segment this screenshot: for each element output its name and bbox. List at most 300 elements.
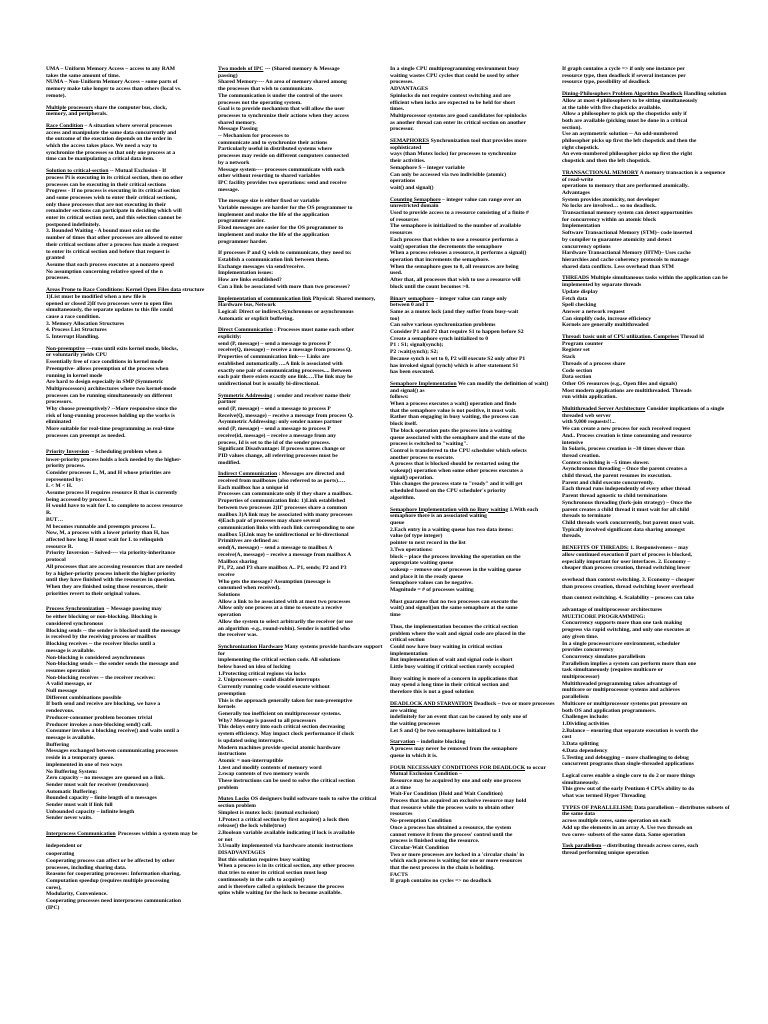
note-block	[46, 827, 214, 911]
note-line: Physical: Shared memory, Hardware bus, Network	[218, 295, 376, 309]
note-line: intensive	[562, 439, 584, 446]
note-line: that resource while the process waits to obtain other	[390, 804, 514, 811]
note-block	[562, 334, 730, 401]
note-line: Allow only one process at a time to execute a receive	[218, 605, 343, 612]
note-line: wait() and signal()on the same semaphore at the same	[390, 605, 518, 612]
note-line: processor.	[390, 126, 414, 133]
note-line: process, Id is set to the id of the sender process.	[218, 439, 331, 446]
section-heading: Mutex Locks	[218, 796, 250, 803]
note-line: OS designers build software tools to solve the critical	[250, 796, 377, 803]
note-line: Consider P1 and P2 that require S1 to happen before S2	[390, 329, 524, 336]
note-line: Program counter	[562, 340, 604, 347]
column-4	[562, 66, 730, 1012]
note-block	[218, 250, 386, 290]
note-line: resource type, then deadlock if several instances per	[562, 72, 686, 79]
note-line: Threads of a process share	[562, 360, 626, 367]
note-line: concurrency options	[562, 243, 611, 250]
note-line: follows:	[390, 394, 409, 401]
note-line: signal() operation.	[390, 474, 434, 481]
section-heading: Symmetric Addressing	[218, 392, 273, 399]
section-heading: Areas Prone to Race Conditions: Kernel Open Files data	[46, 287, 181, 294]
note-line: programmer harder.	[218, 238, 268, 245]
note-line: to occur	[526, 764, 546, 771]
note-line: Buffering	[46, 741, 69, 748]
note-line: Update display	[562, 288, 598, 295]
note-line: by a network	[218, 159, 250, 166]
note-line: Each mailbox has a unique id	[218, 484, 289, 491]
note-line: System provides atomicity, not developer	[562, 196, 660, 203]
note-line: or not	[218, 836, 233, 843]
note-line: ---runs until exits kernel mode, blocks,	[86, 345, 178, 352]
note-line: reside in a temporary queue.	[46, 755, 115, 762]
note-line: child thread, the parent resumes its execution.	[562, 473, 672, 480]
section-heading: Counting Semaphore	[390, 196, 441, 203]
note-line: Answer a network request	[562, 308, 625, 315]
note-line: receive	[218, 571, 235, 578]
section-heading: Semaphore Implementation	[390, 380, 457, 387]
note-block	[390, 381, 558, 502]
note-line: cost	[562, 734, 572, 741]
note-line: If both send and receive are blocking, we have a	[46, 701, 161, 708]
note-line: threads.	[562, 533, 582, 540]
note-line: overhead than context switching. 3. Economy – cheaper	[562, 576, 695, 583]
note-line: – Message passing may	[106, 606, 162, 613]
note-block	[562, 843, 730, 856]
note-line: both are available (picking must be done in a critical	[562, 117, 688, 124]
note-line: 5.Testing and debugging – more challenging to debug	[562, 754, 689, 761]
note-line: memory make take longer to access than others (local vs.	[46, 86, 182, 93]
note-line: MULTICORE PROGRAMMING:	[562, 613, 646, 620]
note-line: Could now have busy waiting in critical section	[390, 643, 503, 650]
note-line: If processes P and Q wish to communicate, they need to:	[218, 250, 352, 257]
section-heading: Task parallelism	[562, 843, 602, 850]
note-line: 1.test and modify contents of memory word	[218, 764, 322, 771]
note-line: But this solution requires busy waiting	[218, 856, 310, 863]
note-line: any given time.	[562, 633, 599, 640]
note-line: access and manipulate the same data concurrently and	[46, 129, 177, 136]
note-line: Semaphore S – integer variable	[390, 164, 465, 171]
note-line: Message Passing	[218, 126, 258, 133]
note-line: 4)Each pair of processes may share several	[218, 518, 320, 525]
note-line: Two or more processes are locked in a 'circular chain' in	[390, 851, 525, 858]
note-line: Can solve various synchronization problems	[390, 322, 496, 329]
note-line: L < M < H.	[46, 483, 73, 490]
note-line: than context switching. 4. Scalability – process can take	[562, 595, 694, 602]
note-block	[390, 507, 558, 594]
note-line: send(A, message) – send a message to mailbox A	[218, 545, 333, 552]
note-line: by compiler to guarantee atomicity and detect	[562, 236, 672, 243]
note-line: and is therefore called a spinlock because the process	[218, 883, 345, 890]
note-line: Computation speedup (requires multiple processing	[46, 877, 170, 884]
section-heading: Direct Communication	[218, 327, 273, 334]
note-line: Rather than engaging in busy waiting, the process can	[390, 414, 519, 421]
note-line: IPC facility provides two operations: send and receive	[218, 179, 347, 186]
note-block	[46, 66, 214, 100]
note-line: between 0 and 1	[390, 302, 429, 309]
note-line: Simplest is mutex lock: (mutual exclusion)	[218, 809, 319, 816]
note-line: established automatically….A link is associated with	[218, 360, 343, 367]
note-line: Each thread runs independently of every other thread	[562, 486, 691, 493]
note-line: Exchange messages via send/receive.	[218, 263, 305, 270]
note-block	[562, 773, 730, 800]
note-line: P1, P2, and P3 share mailbox A.. P1, sends; P2 and P3	[218, 565, 347, 572]
note-line: received from mailboxes (also referred to as ports)….	[218, 478, 345, 485]
note-line: Significant Disadvantage: If process names change or	[218, 446, 346, 453]
note-line: time can be manipulating a critical data item.	[46, 156, 155, 163]
note-line: advantage of multiprocessor architectures	[562, 607, 663, 614]
note-line: Must guarantee that no two processes can execute the	[390, 598, 518, 605]
column-2	[218, 66, 386, 1012]
note-line: Data section	[562, 374, 592, 381]
note-line: More suitable for real-time programming as real-time	[46, 426, 175, 433]
note-line: 2.Boolean variable available indicating if lock is available	[218, 829, 355, 836]
note-line: : Processes must name each other	[274, 327, 355, 334]
note-line: Allow a philosopher to pick up the chopsticks only if	[562, 111, 687, 118]
note-line: may spend a long time in their critical section and	[390, 682, 509, 689]
note-line: Atomic = non-interruptible	[218, 757, 284, 764]
note-line: This changes the process state to "ready" and it will get	[390, 481, 523, 488]
note-line: Concurrency simulates parallelism	[562, 653, 646, 660]
note-line: only those processes that are not executing in their	[46, 201, 167, 208]
note-block	[390, 197, 558, 291]
note-line: A valid message, or	[46, 681, 92, 688]
note-line: block itself.	[390, 421, 418, 428]
note-line: resumes operation	[46, 667, 90, 674]
note-line: When the semaphore goes to 0, all resources are being	[390, 263, 519, 270]
note-line: release() the lock while(true)	[218, 823, 287, 830]
note-line: When a process is in its critical section, any other process	[218, 863, 355, 870]
section-heading: Process Synchronization	[46, 606, 105, 613]
note-line: In a single processor/core environment, scheduler	[562, 640, 681, 647]
note-line: process is finished using the resource.	[390, 838, 480, 845]
note-line: right chopstick.	[562, 144, 600, 151]
note-line: Consumer invokes a blocking receive() and waits until a	[46, 728, 180, 735]
note-line: M becomes runnable and preempts process L.	[46, 523, 156, 530]
note-line: Concurrency supports more than one task making	[562, 620, 683, 627]
note-line: Multiprocessors) architectures where two kernel-mode	[46, 385, 177, 392]
note-line: implemented in one of two ways	[46, 761, 123, 768]
note-line: processes to synchronize their actions when they access	[218, 112, 349, 119]
note-line: Essentially free of race conditions in kernel mode	[46, 359, 164, 366]
note-block	[562, 577, 730, 590]
note-line: parallelism	[562, 694, 589, 701]
note-line: modified.	[218, 459, 241, 466]
note-line: mailbox 3)A link may be associated with many processes	[218, 511, 353, 518]
note-line: chopstick and then the left chopstick.	[562, 158, 651, 165]
note-line: across multiple cores, same operation on each	[562, 818, 671, 825]
note-line: This grew out of the early Pentium 4 CPUs ability to do	[562, 786, 695, 793]
note-line: ADVANTAGES	[390, 86, 429, 93]
note-line: receive(id, message) – receive a message from any	[218, 432, 337, 439]
note-block	[46, 445, 214, 598]
note-line: An even-numbered philosopher picks up first the right	[562, 151, 693, 158]
note-line: queue associated with the semaphore and the state of the	[390, 434, 525, 441]
note-line: NUMA – Non-Uniform Memory Access – some parts of	[46, 79, 178, 86]
note-block	[218, 198, 386, 245]
note-line: hierarchies and cache coherency protocols to manage	[562, 256, 689, 263]
note-line: time	[390, 612, 401, 619]
note-line: P1 : S1; signal(synch);	[390, 342, 444, 349]
note-block	[390, 138, 558, 192]
note-line: Transactional memory system can detect opportunities	[562, 210, 693, 217]
note-line: shared data conflicts. Less overhead than STM	[562, 263, 674, 270]
note-line: Currently running code would execute without	[218, 684, 330, 691]
note-line: provides concurrency	[562, 647, 614, 654]
note-line: exactly one pair of communicating processes.... Between	[218, 367, 352, 374]
note-line: the outcome of the execution depends on the order in	[46, 136, 172, 143]
note-line: implement and make the life of the application	[218, 211, 330, 218]
note-line: mailbox 5)Link may be unidirectional or bi-directional	[218, 531, 349, 538]
note-line: wakeup() operation when some other process executes a	[390, 468, 523, 475]
note-line: 2. Uniprocessors – could disable interrupts	[218, 677, 320, 684]
note-line: lower-priority process holds a lock needed by the higher-	[46, 456, 182, 463]
note-line: In a single CPU multiprogramming environment busy	[390, 66, 520, 72]
note-line: remote).	[46, 92, 66, 99]
note-line: Handling solution	[683, 91, 727, 98]
note-line: operations	[390, 178, 416, 185]
note-line: Goal is to provide mechanism that will allow the user	[218, 106, 345, 113]
note-block	[46, 123, 214, 163]
section-heading: FOUR NECESSARY CONDITIONS FOR DEADLOCK	[390, 764, 526, 771]
note-line: being accessed by process L.	[46, 496, 114, 503]
note-line: Sender must wait for receiver (rendezvous)	[46, 781, 149, 788]
note-line: another process to execute.	[390, 454, 455, 461]
note-line: – integer value can range over an	[442, 196, 522, 203]
note-line: Many systems provide hardware support for	[218, 643, 383, 657]
note-line: resources	[390, 811, 413, 818]
note-line: When they are finished using those resources, their	[46, 583, 168, 590]
note-line: The semaphore is initialized to the number of available	[390, 223, 521, 230]
note-line: Receive(Q, message) – receive a message from process Q.	[218, 412, 354, 419]
note-block	[218, 796, 386, 897]
note-line: FACTS	[390, 871, 408, 878]
note-line: Processes can communicate only if they share a mailbox.	[218, 491, 353, 498]
note-line: The communication is under the control of the users	[218, 92, 343, 99]
note-line: cheaper than process creation, thread switching lower	[562, 565, 691, 572]
note-line: Busy waiting is more of a concern in applications that	[390, 675, 518, 682]
note-line: synchronize the processes so that only one process at a	[46, 149, 176, 156]
note-line: Assume that each process executes at a nonzero speed	[46, 261, 174, 268]
note-line: Variable messages are harder for the OS programmer to	[218, 205, 353, 212]
note-line: PID values change, all referring processes must be	[218, 452, 338, 459]
note-line: Message system---- processes communicate with each	[218, 166, 345, 173]
note-line: Logical cores enable a single core to do 2 or more things	[562, 772, 696, 779]
note-line: priority process.	[46, 463, 86, 470]
note-line: No locks are involved… so no deadlock.	[562, 203, 657, 210]
note-line: Can only be accessed via two indivisible (atomic)	[390, 171, 507, 178]
note-line: 3.Usually implemented via hardware atomic instructions	[218, 843, 354, 850]
note-line: 1.Dividing activities	[562, 720, 610, 727]
note-line: or voluntarily yields CPU	[46, 352, 107, 359]
note-line: algorithm.	[390, 494, 416, 501]
section-heading: Solution to critical-section	[46, 168, 109, 175]
note-line: Consider processes L, M, and H whose priorities are	[46, 469, 171, 476]
note-line: Assume process H requires resource R that is currently	[46, 490, 178, 497]
note-line: simultaneously, the separate updates to this file could	[46, 307, 173, 314]
note-line: 3. Bounded Waiting - A bound must exist on the	[46, 228, 160, 235]
column-1	[46, 66, 214, 1012]
note-line: Create a semaphore synch initialized to 0	[390, 335, 488, 342]
note-line: what was termed Hyper Threading	[562, 793, 646, 800]
note-line: Modern machines provide special atomic hardware	[218, 744, 341, 751]
note-line: : sender and receiver name their	[273, 392, 351, 399]
note-line: to enter its critical section and before that request is	[46, 248, 170, 255]
note-line: Primitives are defined as:	[218, 538, 279, 545]
note-line: Shared Memory---- An area of memory shared among	[218, 79, 347, 86]
note-line: -- Mutual Exclusion - If	[109, 168, 167, 175]
section-heading: Non-preemptive	[46, 345, 85, 352]
section-heading: Synchronization Hardware	[218, 643, 283, 650]
note-line: Deadlock – two or more processes are waiting	[390, 700, 555, 714]
note-block	[46, 168, 214, 282]
note-line: Most modern applications are multithreaded. Threads	[562, 387, 692, 394]
section-heading: Priority Inversion	[46, 448, 90, 455]
note-line: unidirectional but is usually bi-directional.	[218, 380, 320, 387]
note-line: especially important for user interfaces. 2. Economy –	[562, 558, 691, 565]
note-line: message is available.	[46, 647, 95, 654]
note-block	[390, 66, 558, 133]
section-heading: Dining-Philosophers Problem Algorithm Deadlock	[562, 91, 683, 98]
note-line: H would have to wait for L to complete to access resource	[46, 503, 183, 510]
note-line: resource R.	[46, 543, 74, 550]
note-line: Who gets the message? Assumption (message is	[218, 578, 331, 585]
note-line: below based on idea of locking	[218, 664, 291, 671]
section-heading: Multithreaded Server Architecture	[562, 406, 646, 413]
note-line: the processes that wish to communicate.	[218, 86, 314, 93]
note-line: No Buffering System:	[46, 768, 98, 775]
note-line: priorities revert to their original values.	[46, 590, 141, 597]
note-line: R.	[46, 510, 52, 517]
note-block	[562, 91, 730, 165]
note-block	[562, 595, 730, 602]
note-line: Particularly useful in distributed systems where	[218, 146, 333, 153]
note-line: Allow the system to select arbitrarily the receiver (or use	[218, 618, 353, 625]
note-line: In Solaris, process creation is ~30 times slower than	[562, 446, 685, 453]
note-line: Synchronization tool that provides more sophisticated	[390, 138, 527, 151]
note-block	[390, 701, 558, 735]
note-line: 5. Interrupt Handling.	[46, 334, 100, 341]
note-line: which each process is waiting for one or more resources	[390, 858, 523, 865]
note-line: considered synchronous	[46, 621, 104, 628]
note-line: 4. Process List Structures	[46, 327, 107, 334]
note-line: Spinlocks do not require context switching and are	[390, 92, 511, 99]
note-line: Other OS resources (e.g., Open files and signals)	[562, 380, 677, 387]
note-line: Mailbox sharing	[218, 558, 258, 565]
note-line: Hardware Transactional Memory (HTM)– Uses cache	[562, 250, 691, 257]
note-line: risk of long-running processes holding up the works is	[46, 412, 175, 419]
note-line: operations to memory that are performed atomically.	[562, 183, 689, 190]
note-line: eliminated	[46, 419, 72, 426]
note-line: efficient when locks are expected to be held for short	[390, 99, 516, 106]
note-line: section).	[562, 124, 582, 131]
note-line: How are links established?	[218, 277, 282, 284]
note-line: memory, and peripherals.	[46, 111, 108, 118]
note-line: running in kernel mode	[46, 372, 103, 379]
note-block	[562, 66, 730, 86]
note-line: allow continued execution if part of process is blocked,	[562, 551, 692, 558]
note-line: Parallelism implies a system can perform more than one	[562, 660, 697, 667]
note-line: (IPC)	[46, 904, 60, 911]
note-line: used.	[390, 270, 403, 277]
section-heading: Multiple processors	[46, 104, 93, 111]
note-line: for concurrency within an atomic block	[562, 216, 657, 223]
section-heading: DEADLOCK AND STARVATION	[390, 700, 473, 707]
section-heading: BENEFITS OF THREADS:	[562, 545, 629, 552]
note-line: programmer easier.	[218, 218, 265, 225]
note-line: Progress - If no process is executing in its critical section	[46, 188, 180, 195]
note-line: cores),	[46, 884, 62, 891]
section-heading: Binary semaphore	[390, 295, 434, 302]
note-line: Are hard to design especially in SMP (Symmetric	[46, 379, 164, 386]
note-line: processes can preempt as needed.	[46, 432, 126, 439]
note-line: that tries to enter its critical section must loop	[218, 870, 328, 877]
note-line: Kernels are generally multithreaded	[562, 322, 649, 329]
note-line: unrestricted domain	[390, 203, 439, 210]
note-line: 2.Each entry in a waiting queue has two data items:	[390, 526, 514, 533]
note-block	[562, 607, 730, 768]
note-line: wait() operation the decrements the semaphore	[390, 243, 503, 250]
note-line: Sender never waits.	[46, 815, 93, 822]
note-line: Thread id	[680, 334, 704, 341]
note-line: 1.Protect a critical section by first acquire() a lock then	[218, 816, 349, 823]
note-block	[46, 346, 214, 440]
note-line: as another thread can enter its critical section on another	[390, 119, 526, 126]
note-line: value (of type integer)	[390, 533, 443, 540]
note-line: communication links with each link corresponding to one	[218, 525, 355, 531]
note-line: threads to terminate	[562, 513, 611, 520]
note-line: partner	[218, 399, 237, 406]
note-line: All processes that are accessing resources that are needed	[46, 563, 183, 570]
note-line: Producer-consumer problem becomes trivial	[46, 714, 153, 721]
note-line: Register set	[562, 347, 590, 354]
note-line: 3.Data splitting	[562, 741, 599, 748]
note-line: by a higher-priority process inherit the higher priority	[46, 570, 176, 577]
note-line: Challenges include:	[562, 714, 609, 721]
note-line: 2.Balance – ensuring that separate execution is worth the	[562, 727, 698, 734]
note-line: queue in which it is.	[390, 752, 438, 759]
note-line: Null message	[46, 688, 78, 695]
note-block	[218, 393, 386, 467]
note-line: Consider implications of a single threaded web server	[562, 406, 725, 419]
note-line: has been executed.	[390, 369, 435, 376]
note-line: explicitly:	[218, 334, 242, 341]
note-line: share the computer bus, clock,	[94, 104, 167, 111]
note-line: and some processes wish to enter their critical sections,	[46, 194, 177, 201]
note-line: These instructions can be used to solve the critical section	[218, 778, 355, 785]
note-line: and place it in the ready queue	[390, 573, 464, 580]
note-line: until they have finished with the resources in question.	[46, 577, 176, 584]
note-line: Multicore or multiprocessor systems put pressure on	[562, 700, 688, 707]
note-line: Now, M, a process with a lower priority than H, has	[46, 530, 170, 537]
note-line: Automatic Buffering:	[46, 788, 98, 795]
note-block	[218, 296, 386, 323]
note-line: protocol	[46, 557, 66, 564]
note-line: resources	[390, 230, 413, 237]
note-line: two cores- subsets of the same data. Same operation	[562, 831, 686, 838]
note-line: No-preemption Condition	[390, 818, 452, 825]
note-line: scheduled based on the CPU scheduler's priority	[390, 488, 506, 495]
note-line: BUT…	[46, 516, 64, 523]
note-line: pointer to next record in the list	[390, 540, 466, 547]
note-block	[218, 327, 386, 387]
note-line: implementation	[390, 650, 428, 657]
note-line: parent creates a child thread it must wait for all child	[562, 506, 689, 513]
note-line: message.	[218, 186, 239, 193]
note-block	[390, 676, 558, 696]
note-line: Magnitude = # of processes waiting	[390, 587, 474, 594]
note-line: block until the count becomes >0.	[390, 283, 470, 290]
note-line: Cooperating process can affect or be affected by other	[46, 857, 175, 864]
